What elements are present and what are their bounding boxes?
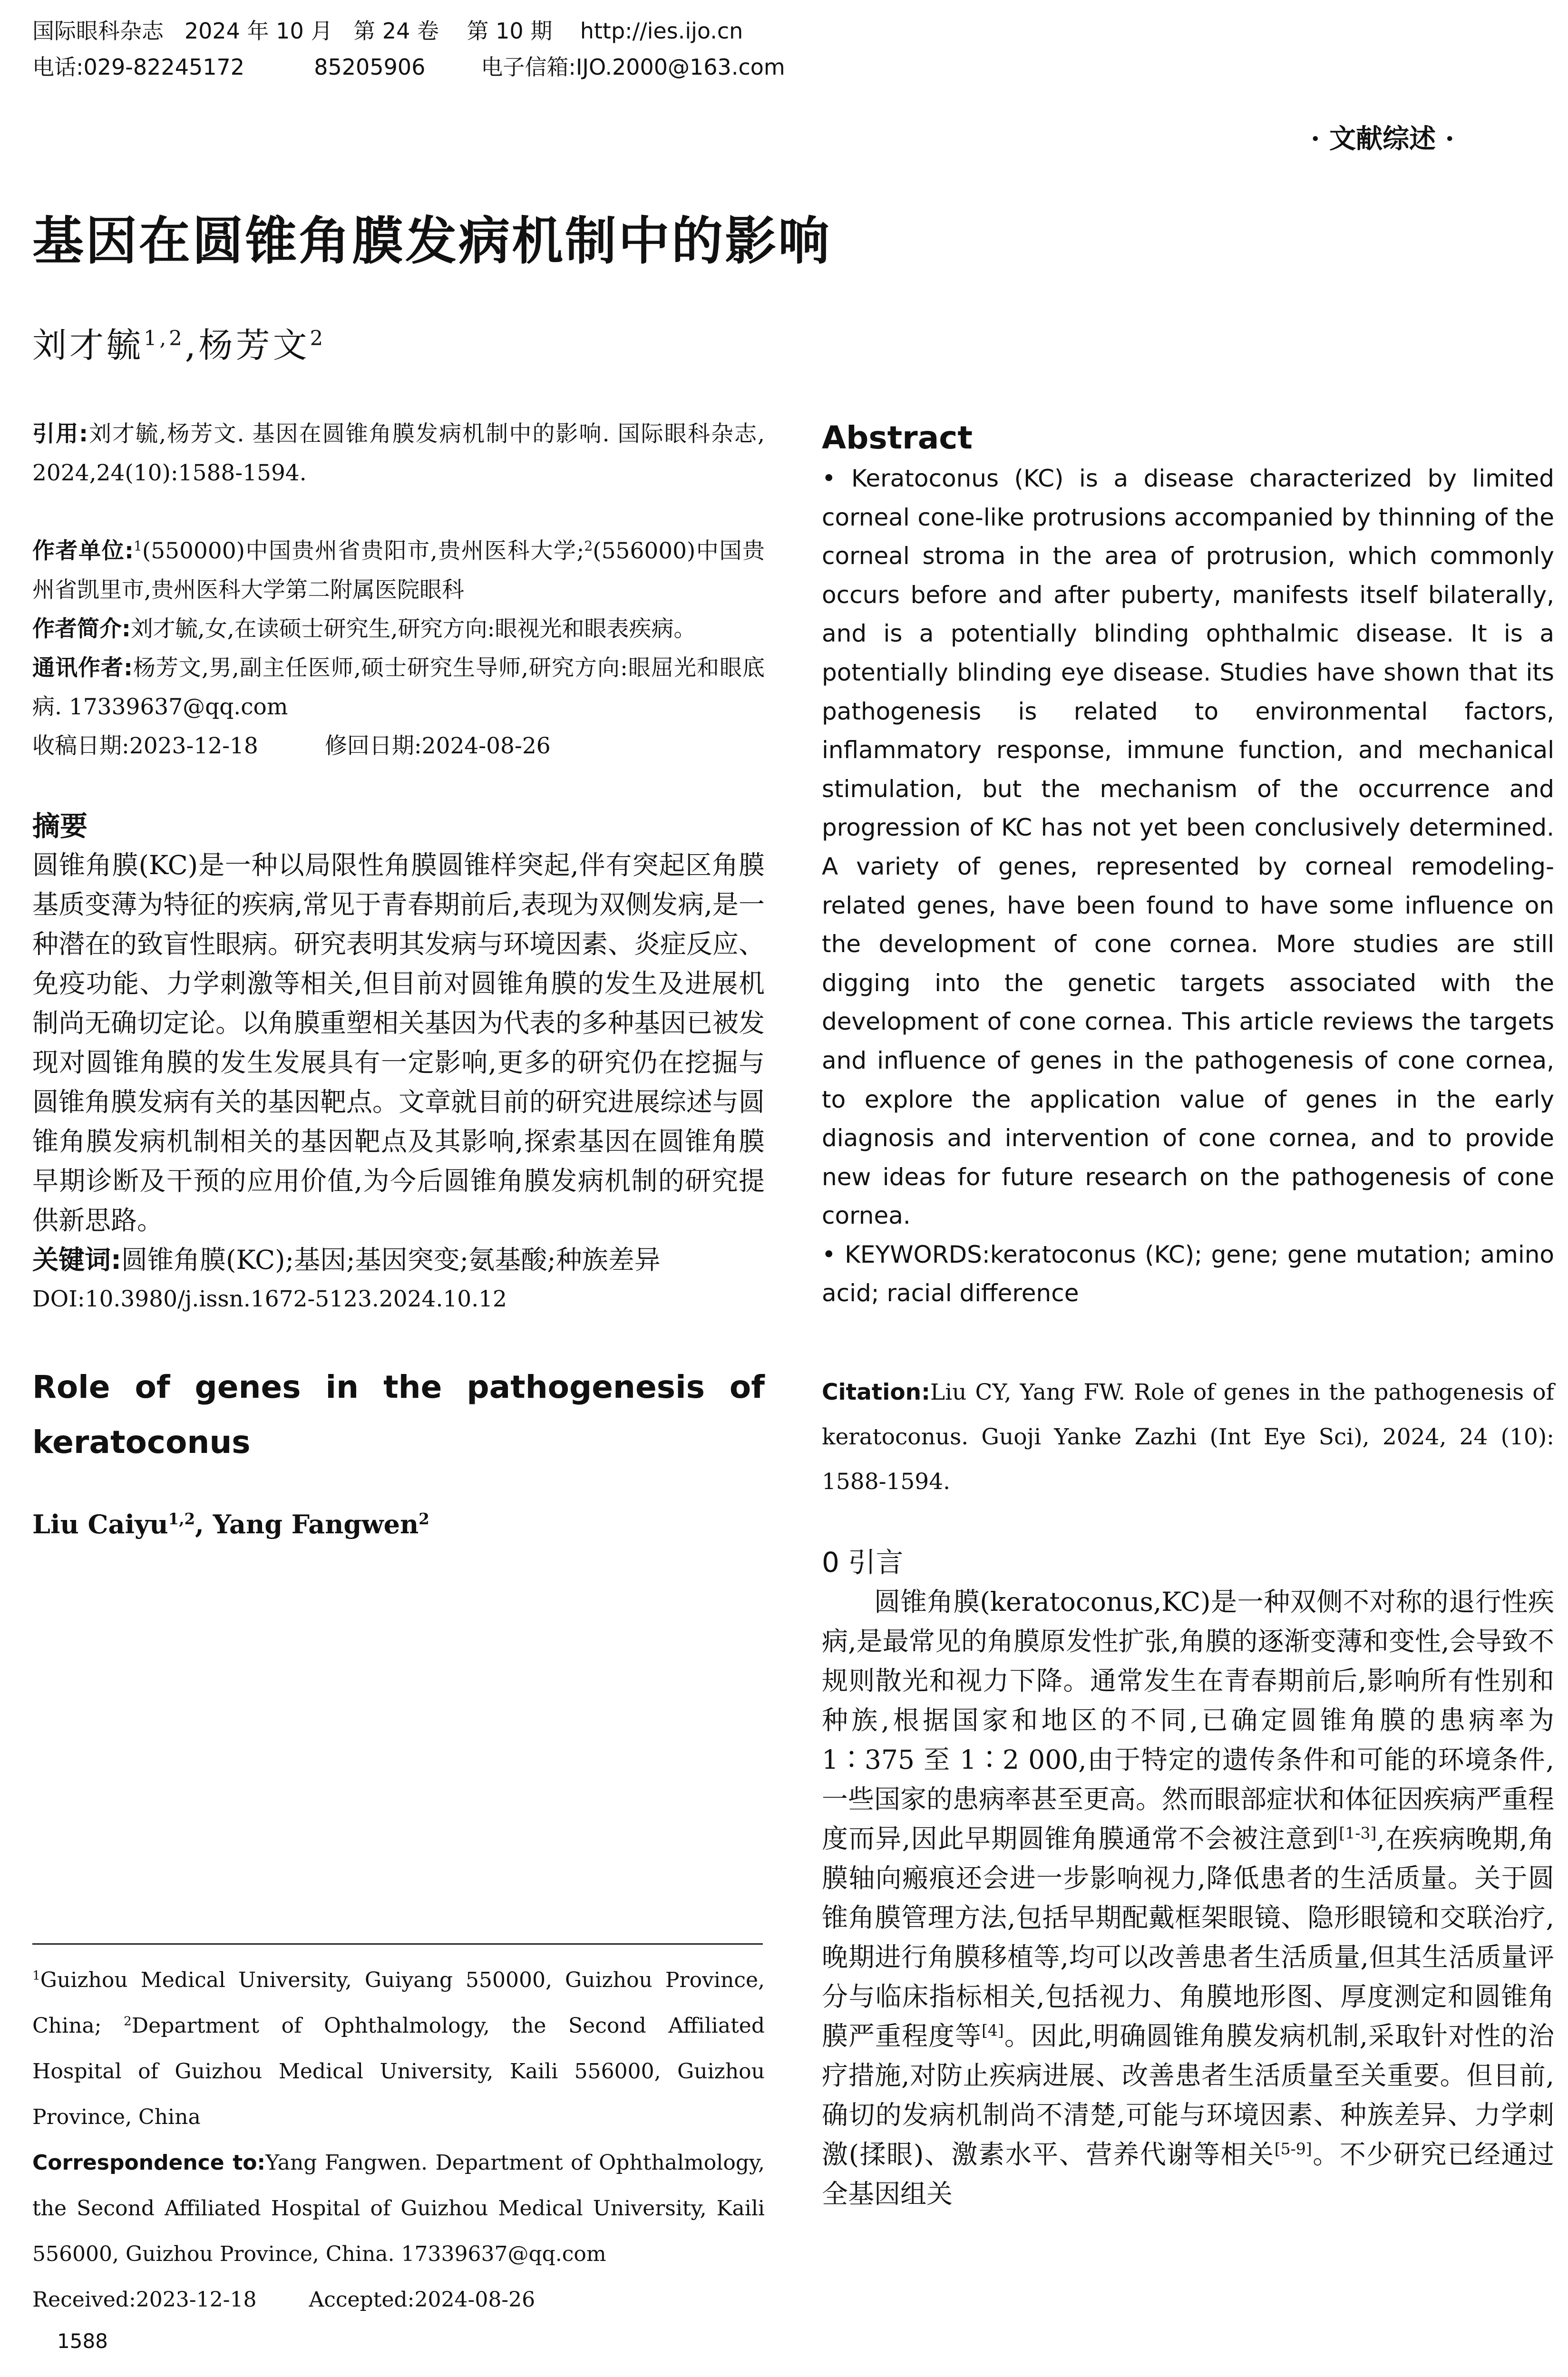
citation-cn: 引用:刘才毓,杨芳文. 基因在圆锥角膜发病机制中的影响. 国际眼科杂志, 2024,24(10):1588-1594.: [32, 421, 765, 486]
keywords-en: • KEYWORDS:keratoconus (KC); gene; gene mutation; amino acid; racial difference: [822, 1240, 1555, 1307]
doi: DOI:10.3980/j.issn.1672-5123.2024.10.12: [32, 1286, 507, 1312]
dates-cn: 收稿日期:2023-12-18 修回日期:2024-08-26: [32, 733, 551, 759]
authors-en: Liu Caiyu$^{1,2}$, Yang Fangwen$^2$: [32, 1509, 429, 1539]
intro-paragraph: 圆锥角膜(keratoconus,KC)是一种双侧不对称的退行性疾病,是最常见的角膜原发性扩张,角膜的逐渐变薄和变性,会导致不规则散光和视力下降。通常发生在青春期前后,影响所有性别和种族,根据国家和地区的不同,已确定圆锥角膜的患病率为 1∶375 至 1∶2 000,由于特定的遗传条件和可能的环境条件,一些国家的患病率甚至更高。然而眼部症状和体征因疾病严重程度而异,因此早期圆锥角膜通常不会被注意到[1-3],在疾病晚期,角膜轴向瘢痕还会进一步影响视力,降低患者的生活质量。关于圆锥角膜管理方法,包括早期配戴框架眼镜、隐形眼镜和交联治疗,晚期进行角膜移植等,均可以改善患者生活质量,但其生活质量评分与临床指标相关,包括视力、角膜地形图、厚度测定和圆锥角膜严重程度等[4]。因此,明确圆锥角膜发病机制,采取针对性的治疗措施,对防止疾病进展、改善患者生活质量至关重要。但目前,确切的发病机制尚不清楚,可能与环境因素、种族差异、力学刺激(揉眼)、激素水平、营养代谢等相关[5-9]。不少研究已经通过全基因组关: [822, 1587, 1555, 2210]
abstract-en-heading: Abstract: [822, 419, 973, 456]
correspondence-en: Correspondence to:Yang Fangwen. Department of Ophthalmology, the Second Affiliated Hospital of Guizhou Medical University, Kaili 556000, Guizhou Province, China. 17339637@qq.com: [32, 2151, 765, 2266]
left-column: [32, 415, 765, 1539]
author-bio: 作者简介:刘才毓,女,在读硕士研究生,研究方向:眼视光和眼表疾病。: [32, 616, 696, 642]
page-number: 1588: [57, 2329, 108, 2353]
journal-header-line2: 电话:029-82245172 85205906 电子信箱:IJO.2000@163.com: [32, 54, 785, 80]
right-column: [822, 417, 1554, 2214]
page-title: 基因在圆锥角膜发病机制中的影响: [32, 212, 832, 271]
footnote-divider: [32, 1943, 763, 1945]
intro-heading: 0 引言: [822, 1546, 904, 1579]
journal-header-line1: 国际眼科杂志 2024 年 10 月 第 24 卷 第 10 期 http://ies.ijo.cn: [32, 18, 743, 44]
author-unit: 作者单位:$^1$(550000)中国贵州省贵阳市,贵州医科大学;$^2$(556000)中国贵州省凯里市,贵州医科大学第二附属医院眼科: [32, 538, 765, 603]
keywords-cn: 关键词:圆锥角膜(KC);基因;基因突变;氨基酸;种族差异: [32, 1245, 661, 1275]
abstract-cn-heading: 摘要: [32, 810, 88, 842]
corresponding-author: 通讯作者:杨芳文,男,副主任医师,硕士研究生导师,研究方向:眼屈光和眼底病. 17339637@qq.com: [32, 655, 765, 720]
dates-en: Received:2023-12-18 Accepted:2024-08-26: [32, 2288, 536, 2312]
footnotes-en: [32, 1958, 765, 2323]
citation-en: Citation:Liu CY, Yang FW. Role of genes in the pathogenesis of keratoconus. Guoji Yanke Zazhi (Int Eye Sci), 2024, 24 (10): 1588-1594.: [822, 1379, 1554, 1495]
affiliation-en: $^1$Guizhou Medical University, Guiyang 550000, Guizhou Province, China; $^2$Department of Ophthalmology, the Second Affiliated Hospital of Guizhou Medical University, Kaili 556000, Guizhou Province, China: [32, 1968, 765, 2129]
english-title: Role of genes in the pathogenesis of keratoconus: [32, 1369, 765, 1461]
authors-cn: 刘才毓$^{1,2}$,杨芳文$^2$: [32, 325, 326, 365]
abstract-en-text: • Keratoconus (KC) is a disease characterized by limited corneal cone-like protrusions accompanied by thinning of the corneal stroma in the area of protrusion, which commonly occurs before and after puberty, manifests itself bilaterally, and is a potentially blinding ophthalmic disease. It is a potentially blinding eye disease. Studies have shown that its pathogenesis is related to environmental factors, inflammatory response, immune function, and mechanical stimulation, but the mechanism of the occurrence and progression of KC has not yet been conclusively determined. A variety of genes, represented by corneal remodeling-related genes, have been found to have some influence on the development of cone cornea. More studies are still digging into the genetic targets associated with the development of cone cornea. This article reviews the targets and influence of genes in the pathogenesis of cone cornea, to explore the application value of genes in the early diagnosis and intervention of cone cornea, and to provide new ideas for future research on the pathogenesis of cone cornea.: [822, 465, 1554, 1230]
section-tag: · 文献综述 ·: [1311, 123, 1454, 155]
abstract-cn-text: 圆锥角膜(KC)是一种以局限性角膜圆锥样突起,伴有突起区角膜基质变薄为特征的疾病,常见于青春期前后,表现为双侧发病,是一种潜在的致盲性眼病。研究表明其发病与环境因素、炎症反应、免疫功能、力学刺激等相关,但目前对圆锥角膜的发生及进展机制尚无确切定论。以角膜重塑相关基因为代表的多种基因已被发现对圆锥角膜的发生发展具有一定影响,更多的研究仍在挖掘与圆锥角膜发病有关的基因靶点。文章就目前的研究进展综述与圆锥角膜发病机制相关的基因靶点及其影响,探索基因在圆锥角膜早期诊断及干预的应用价值,为今后圆锥角膜发病机制的研究提供新思路。: [32, 850, 765, 1236]
